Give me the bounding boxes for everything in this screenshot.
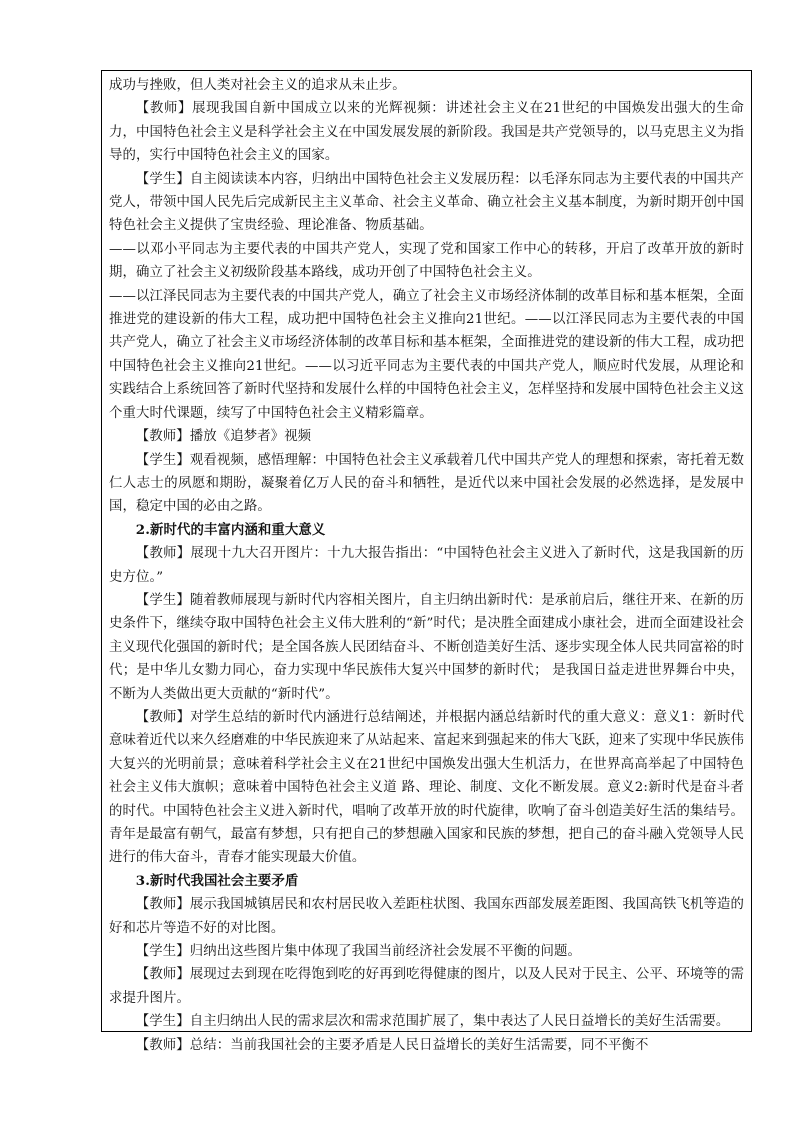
paragraph-intro: 成功与挫败，但人类对社会主义的追求从未止步。 [109,78,406,93]
paragraph-teacher-video: 【教师】展现我国自新中国成立以来的光辉视频：讲述社会主义在21世纪的中国焕发出强大的生命力，中国特色社会主义是科学社会主义在中国发展发展的新阶段。我国是共产党领导的，以马克思主义为指导的，实行中国特色社会主义的国家。 [109,101,744,164]
section-heading-3: 3.新时代我国社会主要矛盾 [135,872,299,889]
paragraph-teacher-significance: 【教师】对学生总结的新时代内涵进行总结阐述，并根据内涵总结新时代的重大意义：意义1：新时代意味着近代以来久经磨难的中华民族迎来了从站起来、富起来到强起来的伟大飞跃，迎来了实现中华民族伟大复兴的光明前景；意味着科学社会主义在21世纪中国焕发出强大生机活力，在世界高高举起了中国特色社会主义伟大旗帜；意味着中国特色社会主义道 路、理论、制度、文化不断发展。意义2:新时代是奋斗者的时代。中国特色社会主义进入新时代，唱响了改革开放的时代旋律，吹响了奋斗创造美好生活的集结号。青年是最富有朝气，最富有梦想，只有把自己的梦想融入国家和民族的梦想，把自己的奋斗融入党领导人民进行的伟大奋斗，青春才能实现最大价值。 [109,709,744,866]
paragraph-teacher-charts: 【教师】展示我国城镇居民和农村居民收入差距柱状图、我国东西部发展差距图、我国高铁飞机等造的好和芯片等造不好的对比图。 [109,897,744,936]
lesson-table-cell [101,70,752,1053]
paragraph-jiang-zemin-xi-jinping: ——以江泽民同志为主要代表的中国共产党人，确立了社会主义市场经济体制的改革目标和基本框架，全面推进党的建设新的伟大工程，成功把中国特色社会主义推向21世纪。——以江泽民同志为主要代表的中国共产党人，确立了社会主义市场经济体制的改革目标和基本框架，全面推进党的建设新的伟大工程，成功把中国特色社会主义推向21世纪。——以习近平同志为主要代表的中国共产党人，顺应时代发展，从理论和实践结合上系统回答了新时代坚持和发展什么样的中国特色社会主义，怎样坚持和发展中国特色社会主义这个重大时代课题，续写了中国特色社会主义精彩篇章。 [109,288,744,421]
paragraph-teacher-needs: 【教师】展现过去到现在吃得饱到吃的好再到吃得健康的图片，以及人民对于民主、公平、环境等的需求提升图片。 [109,967,744,1006]
paragraph-student-imbalance: 【学生】归纳出这些图片集中体现了我国当前经济社会发展不平衡的问题。 [135,944,581,960]
paragraph-student-new-era: 【学生】随着教师展现与新时代内容相关图片，自主归纳出新时代：是承前启后，继往开来、在新的历史条件下，继续夺取中国特色社会主义伟大胜利的“新”时代；是决胜全面建成小康社会，进而全面建设社会主义现代化强国的新时代；是全国各族人民团结奋斗、不断创造美好生活、逐步实现全体人民共同富裕的时代；是中华儿女勠力同心，奋力实现中华民族伟大复兴中国梦的新时代； 是我国日益走进世界舞台中央，不断为人类做出更大贡献的“新时代”。 [109,592,744,702]
paragraph-teacher-summary: 【教师】总结：当前我国社会的主要矛盾是人民日益增长的美好生活需要，同不平衡不 [135,1037,649,1053]
lesson-content [102,70,751,1057]
section-heading-2: 2.新时代的丰富内涵和重大意义 [135,521,326,538]
paragraph-teacher-dreamer-video: 【教师】播放《追梦者》视频 [135,429,312,445]
paragraph-teacher-19th-congress: 【教师】展现十九大召开图片：十九大报告指出：“中国特色社会主义进入了新时代，这是我国新的历史方位。” [109,546,744,585]
paragraph-deng-xiaoping: ——以邓小平同志为主要代表的中国共产党人，实现了党和国家工作中心的转移，开启了改革开放的新时期，确立了社会主义初级阶段基本路线，成功开创了中国特色社会主义。 [109,241,744,281]
paragraph-student-watch: 【学生】观看视频，感悟理解：中国特色社会主义承载着几代中国共产党人的理想和探索，寄托着无数仁人志士的夙愿和期盼，凝聚着亿万人民的奋斗和牺牲，是近代以来中国社会发展的必然选择，是发展中国，稳定中国的必由之路。 [109,452,744,515]
paragraph-student-needs: 【学生】自主归纳出人民的需求层次和需求范围扩展了，集中表达了人民日益增长的美好生活需要。 [135,1014,730,1030]
paragraph-student-history: 【学生】自主阅读读本内容，归纳出中国特色社会主义发展历程：以毛泽东同志为主要代表的中国共产党人，带领中国人民先后完成新民主主义革命、社会主义革命、确立社会主义基本制度，为新时期开创中国特色社会主义提供了宝贵经验、理论准备、物质基础。 [109,171,744,234]
